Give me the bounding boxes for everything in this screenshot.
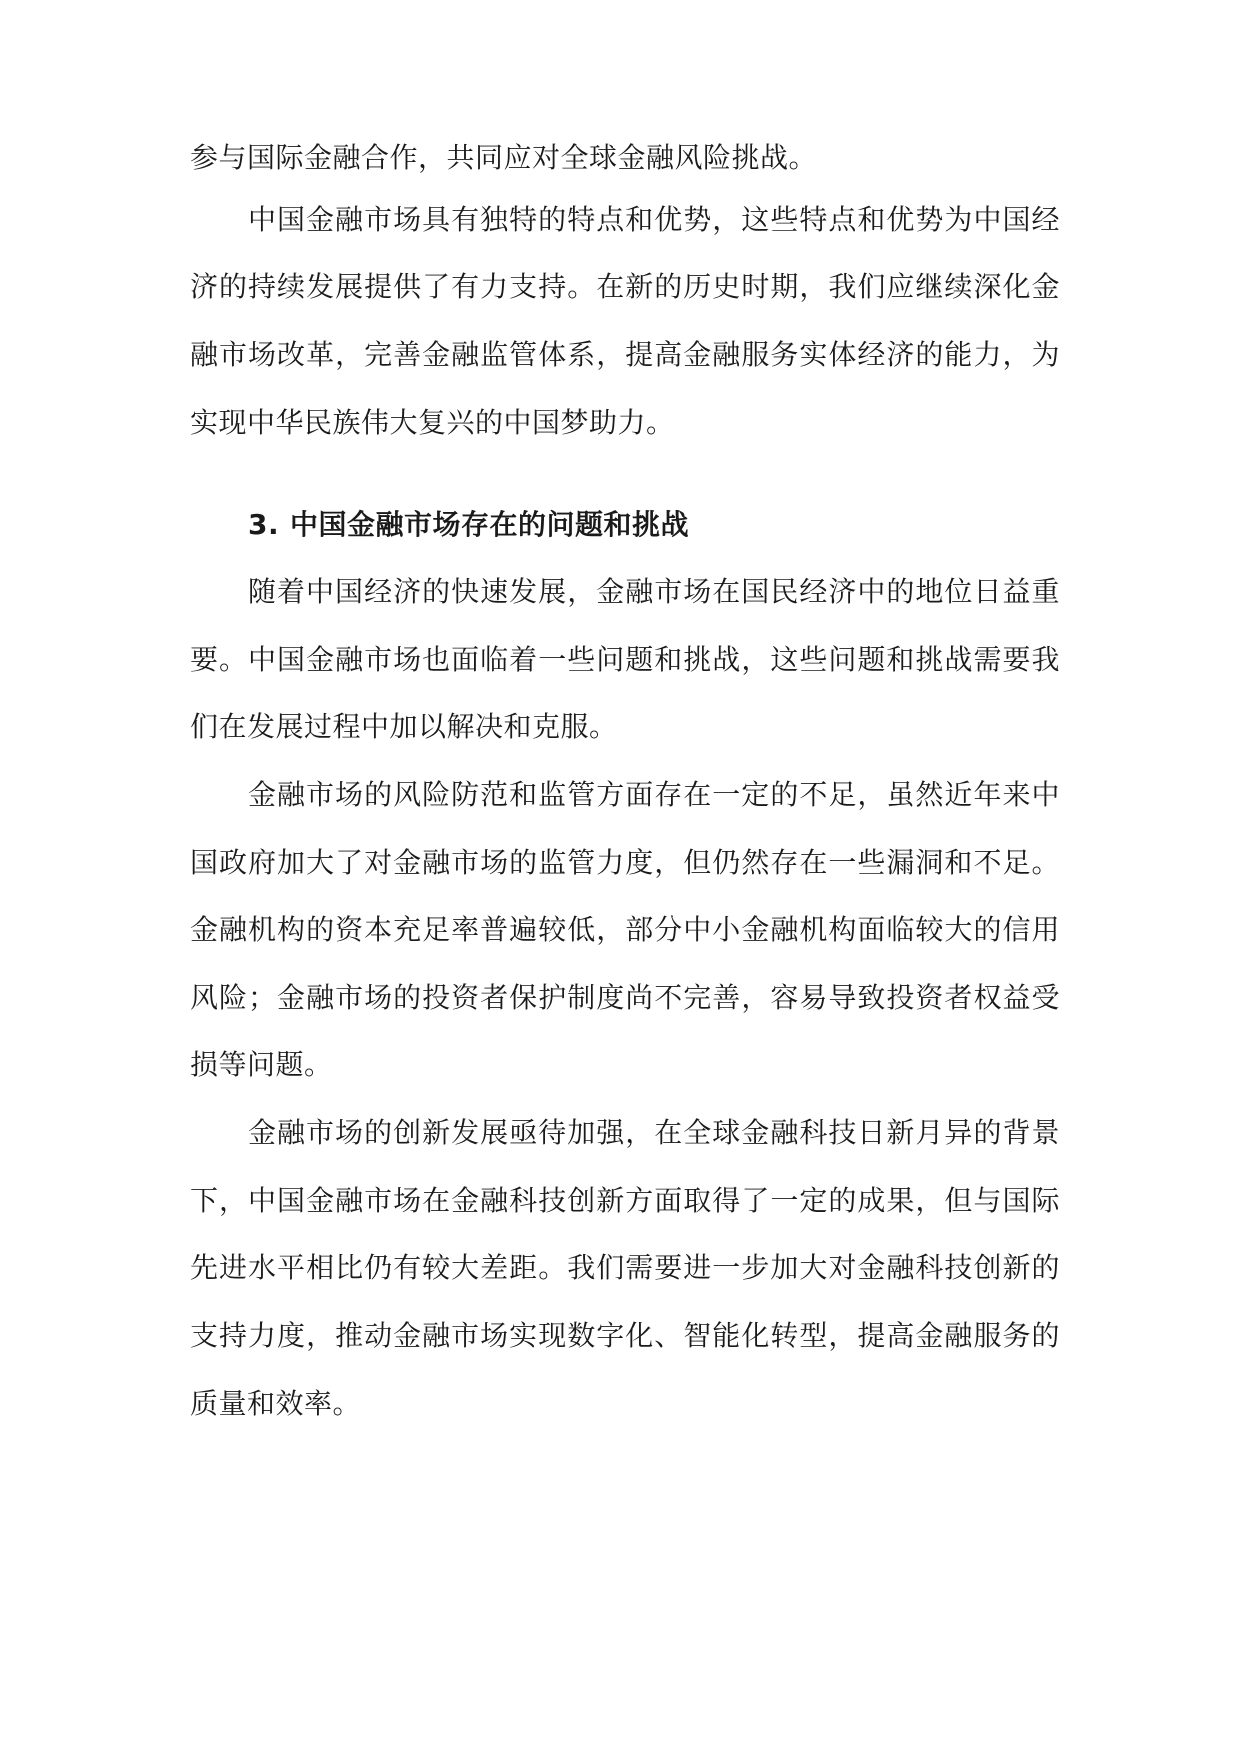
section-heading	[248, 503, 1060, 547]
paragraph-line: 中国金融市场具有独特的特点和优势，这些特点和优势为中国经	[248, 203, 1060, 236]
paragraph-line: 融市场改革，完善金融监管体系，提高金融服务实体经济的能力，为	[190, 338, 1060, 371]
paragraph-line: 要。中国金融市场也面临着一些问题和挑战，这些问题和挑战需要我	[190, 643, 1060, 676]
paragraph-line: 下，中国金融市场在金融科技创新方面取得了一定的成果，但与国际	[190, 1184, 1060, 1217]
paragraph-line: 济的持续发展提供了有力支持。在新的历史时期，我们应继续深化金	[190, 270, 1060, 303]
section-title: 中国金融市场存在的问题和挑战	[290, 508, 690, 541]
paragraph-line: 金融市场的创新发展亟待加强，在全球金融科技日新月异的背景	[248, 1116, 1060, 1149]
paragraph-line: 风险；金融市场的投资者保护制度尚不完善，容易导致投资者权益受	[190, 981, 1060, 1014]
paragraph-line: 们在发展过程中加以解决和克服。	[190, 710, 618, 743]
paragraph-line: 随着中国经济的快速发展，金融市场在国民经济中的地位日益重	[248, 575, 1060, 608]
paragraph-line: 参与国际金融合作，共同应对全球金融风险挑战。	[190, 141, 818, 174]
paragraph-line: 实现中华民族伟大复兴的中国梦助力。	[190, 406, 675, 439]
paragraph-line: 损等问题。	[190, 1048, 333, 1081]
paragraph-line: 先进水平相比仍有较大差距。我们需要进一步加大对金融科技创新的	[190, 1251, 1060, 1284]
section-number: 3.	[248, 508, 280, 541]
paragraph-line: 支持力度，推动金融市场实现数字化、智能化转型，提高金融服务的	[190, 1319, 1060, 1352]
paragraph-line: 国政府加大了对金融市场的监管力度，但仍然存在一些漏洞和不足。	[190, 846, 1060, 879]
paragraph-line: 质量和效率。	[190, 1387, 362, 1420]
paragraph-line: 金融市场的风险防范和监管方面存在一定的不足，虽然近年来中	[248, 778, 1060, 811]
paragraph-line: 金融机构的资本充足率普遍较低，部分中小金融机构面临较大的信用	[190, 913, 1060, 946]
